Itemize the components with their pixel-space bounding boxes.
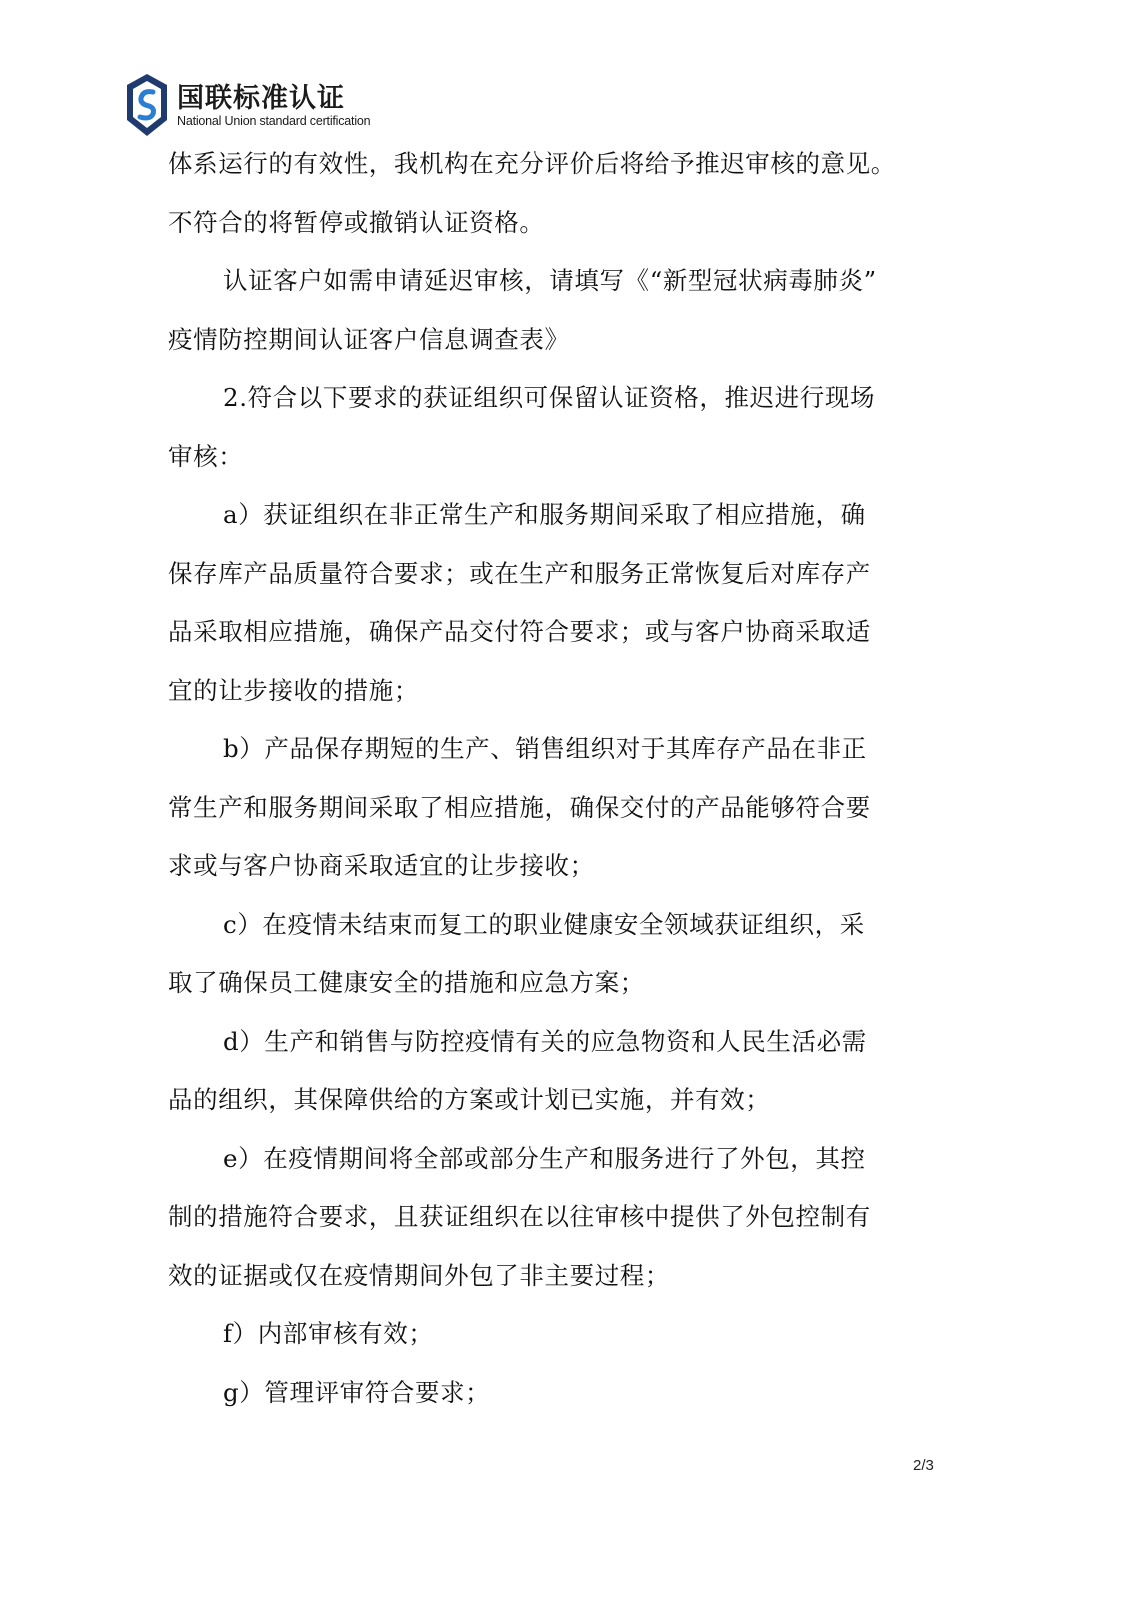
page-number: 2/3	[913, 1457, 934, 1474]
text-line: c）在疫情未结束而复工的职业健康安全领域获证组织，采	[223, 909, 865, 939]
logo-english-name: National Union standard certification	[177, 114, 371, 128]
text-line: 保存库产品质量符合要求；或在生产和服务正常恢复后对库存产	[168, 558, 871, 588]
text-line: 求或与客户协商采取适宜的让步接收；	[168, 851, 595, 880]
text-line: 取了确保员工健康安全的措施和应急方案；	[168, 968, 645, 997]
text-line: 认证客户如需申请延迟审核，请填写《“新型冠状病毒肺炎”	[223, 266, 877, 295]
text-line: b）产品保存期短的生产、销售组织对于其库存产品在非正	[223, 734, 867, 763]
text-line: 体系运行的有效性，我机构在充分评价后将给予推迟审核的意见。	[168, 149, 896, 178]
text-line: 常生产和服务期间采取了相应措施，确保交付的产品能够符合要	[168, 792, 871, 822]
text-line: f）内部审核有效；	[223, 1319, 434, 1348]
text-line: d）生产和销售与防控疫情有关的应急物资和人民生活必需	[223, 1026, 867, 1056]
text-line: 品采取相应措施，确保产品交付符合要求；或与客户协商采取适	[168, 617, 871, 646]
text-line: 不符合的将暂停或撤销认证资格。	[168, 207, 545, 237]
text-line: 宜的让步接收的措施；	[168, 675, 419, 705]
text-line: 制的措施符合要求，且获证组织在以往审核中提供了外包控制有	[168, 1202, 871, 1231]
document-body	[168, 135, 958, 1422]
text-line: a）获证组织在非正常生产和服务期间采取了相应措施，确	[223, 500, 866, 529]
text-line: 审核：	[168, 441, 244, 471]
text-line: 品的组织，其保障供给的方案或计划已实施，并有效；	[168, 1085, 771, 1114]
text-line: e）在疫情期间将全部或部分生产和服务进行了外包，其控	[223, 1143, 866, 1173]
shield-logo-icon	[125, 72, 169, 138]
text-line: 疫情防控期间认证客户信息调查表》	[168, 324, 570, 354]
text-line: 效的证据或仅在疫情期间外包了非主要过程；	[168, 1260, 670, 1290]
logo-chinese-name: 国联标准认证	[177, 83, 345, 114]
text-line: g）管理评审符合要求；	[223, 1377, 491, 1407]
text-line: 2.符合以下要求的获证组织可保留认证资格，推迟进行现场	[223, 383, 876, 412]
company-logo	[125, 72, 371, 140]
